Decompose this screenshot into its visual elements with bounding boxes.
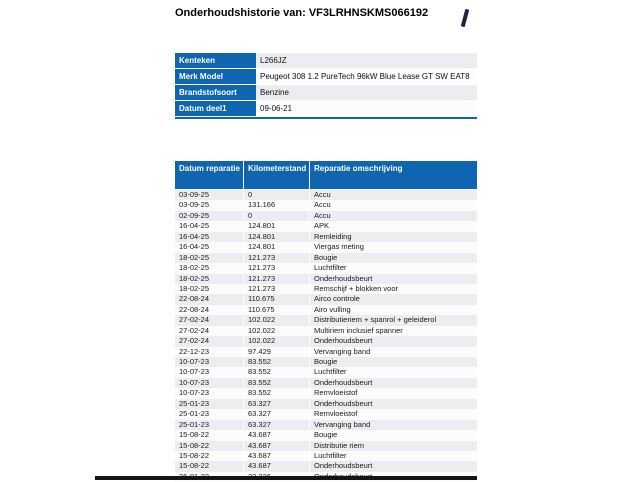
history-row: [175, 200, 477, 210]
history-cell-date: 27-02-24: [175, 326, 244, 336]
history-row: [175, 294, 477, 304]
history-cell-date: 15-08-22: [175, 461, 244, 471]
history-cell-km: 102.022: [244, 326, 310, 336]
history-cell-date: 22-08-24: [175, 294, 244, 304]
history-cell-description: Onderhoudsbeurt: [314, 377, 373, 387]
history-cell-date: 16-04-25: [175, 242, 244, 252]
vehicle-info-label: Kenteken: [175, 53, 256, 68]
history-cell-km: 43.687: [244, 430, 310, 440]
vehicle-info-label: Brandstofsoort: [175, 85, 256, 100]
history-cell-km: 0: [244, 211, 310, 221]
history-row: [175, 461, 477, 471]
history-cell-date: 25-01-23: [175, 399, 244, 409]
history-cell-description: Onderhoudsbeurt: [314, 398, 373, 408]
vehicle-info-row: [175, 101, 477, 116]
history-cell-km: 0: [244, 190, 310, 200]
history-cell-km: 83.552: [244, 367, 310, 377]
history-cell-km: 63.327: [244, 409, 310, 419]
history-col-reparatie-omschrijving: Reparatie omschrijving: [314, 164, 403, 173]
history-table-header: [175, 161, 477, 189]
history-cell-km: 63.327: [244, 399, 310, 409]
history-row: [175, 451, 477, 461]
history-cell-km: 124.801: [244, 232, 310, 242]
history-cell-date: 16-04-25: [175, 232, 244, 242]
history-cell-description: Remschijf + blokken voor: [314, 283, 398, 293]
history-cell-date: 10-07-23: [175, 367, 244, 377]
history-cell-date: 25-01-23: [175, 420, 244, 430]
history-row: [175, 441, 477, 451]
history-cell-date: 22-12-23: [175, 347, 244, 357]
history-cell-date: 03-09-25: [175, 200, 244, 210]
vehicle-info-label: Datum deel1: [175, 101, 256, 116]
history-cell-km: 121.273: [244, 274, 310, 284]
history-cell-km: 83.552: [244, 388, 310, 398]
history-cell-description: Bougie: [314, 357, 338, 366]
history-cell-description: Luchtfilter: [314, 450, 347, 460]
history-row: [175, 367, 477, 377]
history-cell-description: Onderhoudsbeurt: [314, 273, 373, 283]
history-cell-date: 27-02-24: [175, 315, 244, 325]
history-row: [175, 420, 477, 430]
history-row: [175, 232, 477, 242]
history-cell-description: Luchtfilter: [314, 367, 347, 377]
history-cell-date: 15-08-22: [175, 430, 244, 440]
history-cell-description: Bougie: [314, 430, 338, 440]
vehicle-info-row: [175, 69, 477, 84]
history-cell-km: 121.273: [244, 253, 310, 263]
history-row: [175, 253, 477, 263]
history-cell-date: 18-02-25: [175, 253, 244, 263]
vehicle-info-value: Benzine: [256, 85, 477, 100]
history-cell-description: Accu: [314, 200, 331, 210]
history-cell-km: 63.327: [244, 420, 310, 430]
history-cell-description: Airco controle: [314, 294, 360, 304]
logo-slash-icon: [461, 9, 470, 27]
history-row: [175, 378, 477, 388]
history-cell-km: 43.687: [244, 461, 310, 471]
history-cell-km: 83.552: [244, 378, 310, 388]
history-cell-date: 22-08-24: [175, 305, 244, 315]
history-cell-date: 25-01-23: [175, 409, 244, 419]
history-cell-date: 18-02-25: [175, 274, 244, 284]
history-cell-description: Onderhoudsbeurt: [314, 336, 373, 346]
history-row: [175, 305, 477, 315]
history-row: [175, 430, 477, 440]
history-cell-date: 10-07-23: [175, 378, 244, 388]
history-cell-date: 15-08-22: [175, 451, 244, 461]
history-row: [175, 357, 477, 367]
history-table: [175, 161, 477, 476]
history-cell-km: 83.552: [244, 357, 310, 367]
vehicle-info-underline: [175, 117, 477, 119]
history-col-kilometerstand: Kilometerstand: [244, 161, 310, 189]
history-row: [175, 388, 477, 398]
history-cell-description: Vervanging band: [314, 419, 371, 429]
history-cell-date: 02-09-25: [175, 211, 244, 221]
history-cell-date: 03-09-25: [175, 190, 244, 200]
bottom-window-edge: [95, 476, 477, 480]
history-cell-km: 110.675: [244, 294, 310, 304]
vehicle-info-value: L266JZ: [256, 53, 477, 68]
history-cell-km: 124.801: [244, 242, 310, 252]
history-cell-description: Accu: [314, 190, 331, 199]
history-row: [175, 221, 477, 231]
history-row: [175, 326, 477, 336]
history-cell-description: Bougie: [314, 252, 338, 262]
history-row: [175, 284, 477, 294]
history-cell-km: 97.429: [244, 347, 310, 357]
history-row: [175, 409, 477, 419]
vehicle-info-table: [175, 53, 477, 119]
history-cell-description: Multiriem inclusief spanner: [314, 325, 403, 335]
history-cell-description: Luchtfilter: [314, 263, 347, 273]
history-cell-description: Onderhoudsbeurt: [314, 461, 373, 471]
history-cell-date: 18-02-25: [175, 263, 244, 273]
history-cell-km: 124.801: [244, 221, 310, 231]
history-row: [175, 399, 477, 409]
history-cell-km: 121.273: [244, 263, 310, 273]
vehicle-info-label: Merk Model: [175, 69, 256, 84]
history-row: [175, 336, 477, 346]
history-cell-description: Vervanging band: [314, 346, 371, 356]
history-cell-date: 15-08-22: [175, 441, 244, 451]
vehicle-info-row: [175, 85, 477, 100]
history-cell-description: Remleiding: [314, 231, 352, 241]
history-row: [175, 263, 477, 273]
vehicle-info-value: Peugeot 308 1.2 PureTech 96kW Blue Lease GT SW EAT8: [256, 69, 477, 84]
history-cell-description: Remvloeistof: [314, 409, 358, 419]
history-cell-km: 110.675: [244, 305, 310, 315]
history-cell-date: 27-02-24: [175, 336, 244, 346]
vehicle-info-value: 09-06-21: [256, 101, 477, 116]
history-table-body: [175, 190, 477, 482]
history-cell-date: 10-07-23: [175, 388, 244, 398]
history-cell-description: APK: [314, 221, 330, 231]
history-cell-description: Accu: [314, 210, 331, 220]
history-cell-description: Viergas meting: [314, 242, 364, 252]
history-row: [175, 274, 477, 284]
history-cell-date: 10-07-23: [175, 357, 244, 367]
history-row: [175, 190, 477, 200]
history-col-datum-reparatie: Datum reparatie: [175, 161, 244, 189]
history-cell-km: 102.022: [244, 336, 310, 346]
history-row: [175, 211, 477, 221]
history-cell-description: Distributie riem: [314, 440, 365, 450]
history-row: [175, 242, 477, 252]
history-cell-km: 102.022: [244, 315, 310, 325]
history-row: [175, 315, 477, 325]
history-cell-date: 18-02-25: [175, 284, 244, 294]
vehicle-info-row: [175, 53, 477, 68]
history-cell-km: 121.273: [244, 284, 310, 294]
history-cell-description: Remvloeistof: [314, 388, 358, 398]
history-cell-km: 43.687: [244, 441, 310, 451]
history-cell-km: 131.166: [244, 200, 310, 210]
history-cell-description: Airo vulling: [314, 304, 351, 314]
history-cell-description: Distributieriem + spanrol + geleiderol: [314, 315, 437, 325]
history-row: [175, 347, 477, 357]
page-title: Onderhoudshistorie van: VF3LRHNSKMS066192: [175, 7, 429, 19]
history-cell-km: 43.687: [244, 451, 310, 461]
history-cell-date: 16-04-25: [175, 221, 244, 231]
